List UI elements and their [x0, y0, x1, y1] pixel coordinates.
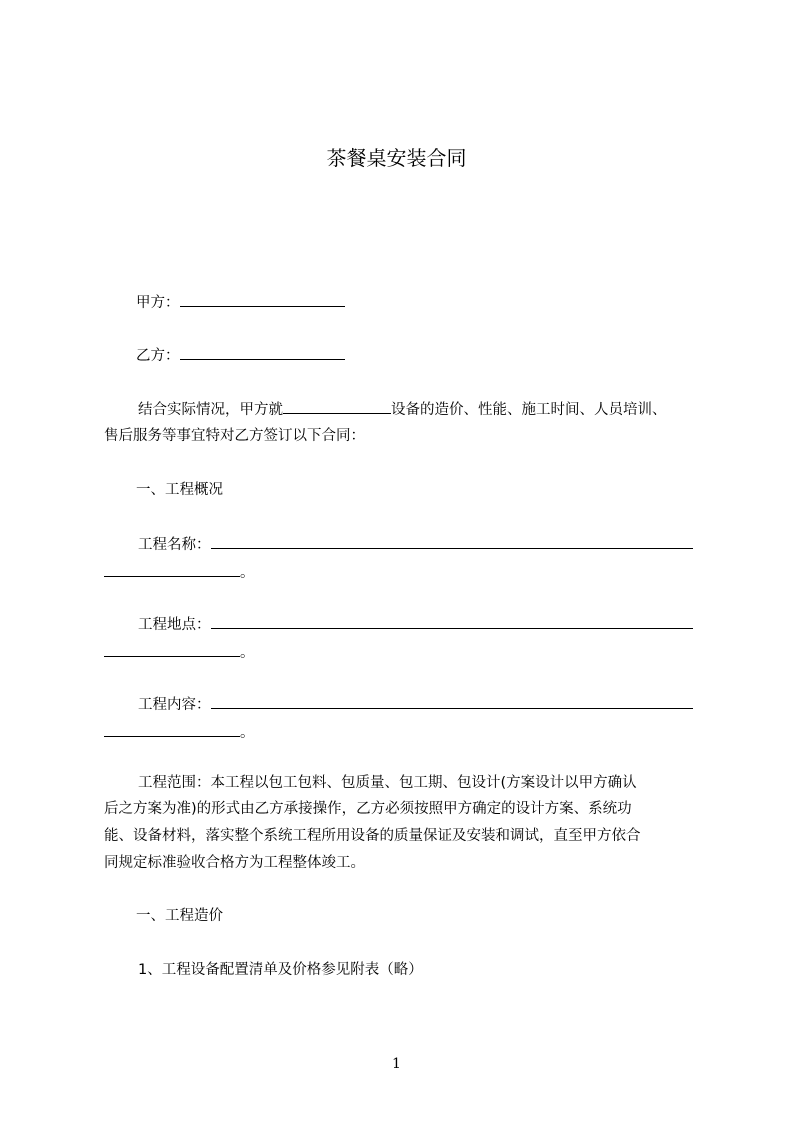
end-mark: 。	[240, 645, 255, 661]
section-2-heading: 一、工程造价	[136, 908, 223, 924]
project-content-blank-2[interactable]	[104, 721, 240, 737]
section-1-heading: 一、工程概况	[136, 482, 223, 498]
project-location-blank[interactable]	[211, 613, 693, 629]
party-a-label: 甲方：	[136, 295, 180, 311]
intro-line-2: 售后服务等事宜特对乙方签订以下合同：	[104, 428, 365, 444]
project-content-label: 工程内容：	[138, 697, 211, 713]
scope-line-2: 后之方案为准)的形式由乙方承接操作，乙方必须按照甲方确定的设计方案、系统功	[104, 801, 632, 817]
party-b-line	[136, 344, 345, 366]
project-content-line	[138, 693, 693, 715]
project-content-line-2	[104, 721, 255, 743]
party-a-blank[interactable]	[180, 291, 345, 307]
party-a-line	[136, 291, 345, 313]
intro-text-1: 结合实际情况，甲方就	[138, 402, 283, 418]
scope-line-3: 能、设备材料，落实整个系统工程所用设备的质量保证及安装和调试，直至甲方依合	[104, 828, 641, 844]
cost-item-1: 1、工程设备配置清单及价格参见附表（略）	[138, 962, 423, 978]
end-mark: 。	[240, 725, 255, 741]
scope-line-4: 同规定标准验收合格方为工程整体竣工。	[104, 855, 365, 871]
end-mark: 。	[240, 565, 255, 581]
equipment-blank[interactable]	[283, 398, 391, 414]
project-name-line	[138, 533, 693, 555]
page-number: 1	[392, 1056, 401, 1072]
contract-title: 茶餐桌安装合同	[326, 146, 467, 170]
project-name-label: 工程名称：	[138, 537, 211, 553]
project-location-line	[138, 613, 693, 635]
party-b-label: 乙方：	[136, 348, 180, 364]
project-content-blank[interactable]	[211, 693, 693, 709]
scope-line-1: 工程范围：本工程以包工包料、包质量、包工期、包设计(方案设计以甲方确认	[138, 775, 637, 791]
intro-text-2: 设备的造价、性能、施工时间、人员培训、	[391, 402, 667, 418]
project-location-line-2	[104, 641, 255, 663]
intro-line-1	[138, 398, 667, 420]
project-name-blank[interactable]	[211, 533, 693, 549]
project-name-blank-2[interactable]	[104, 561, 240, 577]
party-b-blank[interactable]	[180, 344, 345, 360]
project-location-label: 工程地点：	[138, 617, 211, 633]
project-name-line-2	[104, 561, 255, 583]
project-location-blank-2[interactable]	[104, 641, 240, 657]
